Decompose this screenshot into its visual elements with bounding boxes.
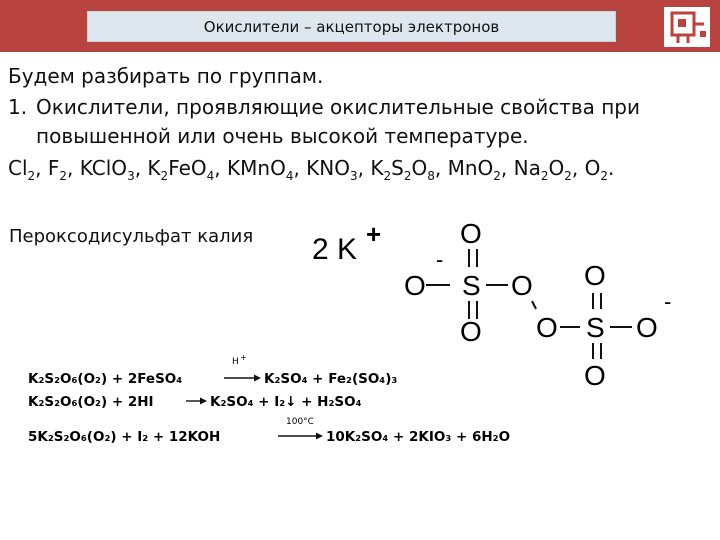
formula-subscript: 3 xyxy=(127,169,135,183)
reaction-3-products: 10K₂SO₄ + 2KIO₃ + 6H₂O xyxy=(326,429,511,445)
formula xyxy=(370,156,448,183)
cation-charge: + xyxy=(366,219,382,249)
oxygen-top-left: O xyxy=(460,218,482,249)
catalyst-label: H xyxy=(232,357,239,367)
formula-symbol: FeO xyxy=(168,156,207,180)
oxygen-bottom-right: O xyxy=(584,360,606,391)
list-item-line-1: Окислители, проявляющие окислительные свойства при xyxy=(36,95,641,119)
list-number: 1. xyxy=(8,95,28,119)
formula-subscript: 2 xyxy=(403,169,412,183)
formula-symbol: F xyxy=(47,156,60,180)
minus-charge-left: - xyxy=(436,247,444,272)
formula-subscript: 2 xyxy=(564,169,572,183)
formula-subscript: 4 xyxy=(206,169,215,183)
formula xyxy=(513,156,585,183)
catalyst-charge: + xyxy=(240,353,247,362)
formula-separator: , xyxy=(293,156,307,180)
list-item-line-2: повышенной или очень высокой температуре. xyxy=(36,124,529,148)
formula-subscript: 2 xyxy=(27,169,36,183)
minus-charge-right: - xyxy=(664,289,672,314)
formula-subscript: 2 xyxy=(383,169,392,183)
formula-subscript: 2 xyxy=(493,169,501,183)
formula-separator: , xyxy=(434,156,448,180)
formula-symbol: O xyxy=(584,156,601,180)
formula-subscript: 8 xyxy=(427,169,435,183)
logo-icon xyxy=(664,7,710,47)
formula-subscript: 4 xyxy=(285,169,294,183)
oxygen-anion-left: O xyxy=(404,270,426,301)
formula-separator: , xyxy=(35,156,48,180)
oxidizers-formula-list xyxy=(8,156,614,183)
formula-separator: , xyxy=(214,156,228,180)
formula-subscript: 3 xyxy=(350,169,358,183)
formula-separator: , xyxy=(571,156,585,180)
formula xyxy=(47,156,80,183)
reaction-2-products: K₂SO₄ + I₂↓ + H₂SO₄ xyxy=(210,394,362,410)
formula-symbol: KNO xyxy=(306,156,350,180)
formula xyxy=(306,156,371,183)
formula xyxy=(79,156,148,183)
formula-symbol: Na xyxy=(513,156,541,180)
formula-separator: , xyxy=(500,156,514,180)
formula-subscript: 2 xyxy=(600,169,608,183)
formula-symbol: K xyxy=(147,156,161,180)
formula xyxy=(447,156,514,183)
formula-symbol: KClO xyxy=(79,156,128,180)
oxygen-bridge-right: O xyxy=(536,312,558,343)
reaction-2-reactants: K₂S₂O₆(O₂) + 2HI xyxy=(28,394,154,410)
reaction-1-reactants: K₂S₂O₆(O₂) + 2FeSO₄ xyxy=(28,371,183,387)
reaction-3-reactants: 5K₂S₂O₆(O₂) + I₂ + 12KOH xyxy=(28,429,221,445)
formula xyxy=(227,156,307,183)
slide-title-text: Окислители – акцепторы электронов xyxy=(203,17,500,36)
slide-title xyxy=(87,11,616,42)
formula-separator: . xyxy=(607,156,615,180)
intro-text: Будем разбирать по группам. xyxy=(8,64,324,88)
sulfur-right: S xyxy=(586,312,605,343)
formula-symbol: O xyxy=(548,156,565,180)
reaction-equations xyxy=(28,350,511,450)
oxygen-top-right: O xyxy=(584,260,606,291)
formula xyxy=(8,156,48,183)
formula xyxy=(584,156,615,183)
formula-symbol: S xyxy=(391,156,404,180)
formula-symbol: K xyxy=(370,156,384,180)
formula-subscript: 2 xyxy=(59,169,68,183)
formula-separator: , xyxy=(134,156,148,180)
formula-separator: , xyxy=(67,156,80,180)
formula-symbol: KMnO xyxy=(227,156,286,180)
potassium-cation: 2 K xyxy=(312,233,358,266)
formula-symbol: MnO xyxy=(447,156,494,180)
formula-symbol: O xyxy=(411,156,428,180)
formula xyxy=(147,156,228,183)
oxygen-bridge-left: O xyxy=(511,270,533,301)
formula-subscript: 2 xyxy=(540,169,549,183)
reaction-1-products: K₂SO₄ + Fe₂(SO₄)₃ xyxy=(264,371,398,387)
oxygen-anion-right: O xyxy=(636,312,658,343)
formula-symbol: Cl xyxy=(8,156,28,180)
formula-separator: , xyxy=(357,156,371,180)
formula-subscript: 2 xyxy=(160,169,169,183)
compound-name: Пероксодисульфат калия xyxy=(9,226,254,247)
sulfur-left: S xyxy=(462,270,481,301)
oxygen-bottom-left: O xyxy=(460,316,482,347)
temperature-label: 100°C xyxy=(286,417,314,427)
